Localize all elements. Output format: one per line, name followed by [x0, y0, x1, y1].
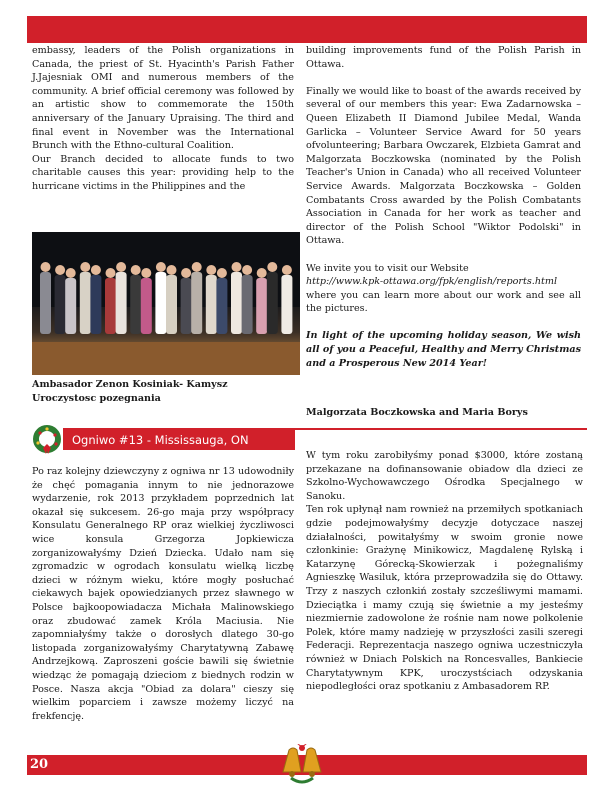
photo-caption-line-1: Ambasador Zenon Kosiniak- Kamysz: [32, 379, 228, 390]
photo-person-head: [80, 262, 90, 272]
photo-person: [242, 275, 253, 334]
right-paragraph-1: building improvements fund of the Polish Parish in Ottawa.: [306, 45, 581, 70]
photo-person-head: [141, 268, 151, 278]
group-photo-image: [32, 232, 300, 375]
photo-person: [130, 275, 141, 334]
photo-person-head: [167, 265, 177, 275]
photo-person: [191, 272, 202, 334]
website-intro: We invite you to visit our Website: [306, 262, 469, 274]
photo-person: [40, 272, 51, 334]
left-paragraph-1: embassy, leaders of the Polish organizations in Canada, the priest of St. Hyacinth's Parish Father J.Jajesniak OMI and numerous members of the community. A brief official ceremony was followed by an artistic show to commemorate the 150th anniversary of the January Upraising. The third and final event in November was the International Brunch with the Ethno-cultural Coalition.: [32, 45, 294, 152]
photo-person-head: [116, 262, 126, 272]
photo-person: [55, 275, 66, 334]
website-link[interactable]: http://www.kpk-ottawa.org/fpk/english/reports.html: [306, 276, 558, 288]
photo-person-head: [156, 262, 166, 272]
photo-person: [65, 278, 76, 334]
photo-person: [256, 278, 267, 334]
photo-person-head: [267, 262, 277, 272]
website-outro: where you can learn more about our work and see all the pictures.: [306, 289, 581, 315]
photo-person: [281, 275, 292, 334]
photo-person: [155, 272, 166, 334]
photo-person: [166, 275, 177, 334]
top-left-column: [32, 44, 294, 194]
photo-person-head: [282, 265, 292, 275]
photo-person-head: [106, 268, 116, 278]
section-right-paragraph-2: Ten rok upłynął nam rownież na przemiłych spotkaniach gdzie podejmowałyśmy decyzje dotyczace naszej działalności, powitałyśmy w swoim gronie nowe członkinie: Grażynę Minikowicz, Magdalenę Rylską i Katarzynę Górecką-Skowierzak i pożegnaliśmy Agnieszkę Wasiluk, która przeprowadziła się do Ottawy. Trzy z naszych członkiń zostały szcześliwymi mamami. Dzieciątka i mamy czują się świetnie a my jesteśmy niezmiernie zadowolone że rośnie nam nowe polkolenie Polek, które mamy nadzieję w przyszłości zasili szeregi Federacji. Reprezentacja naszego ogniwa uczestniczyła również w Dniach Polskich na Roncesvalles, Bankiecie Charytatywnym KPK, uroczystściach odzyskania niepodległości oraz spotkaniu z Ambasadorem RP.: [306, 504, 583, 693]
photo-person: [80, 272, 91, 334]
photo-person-head: [55, 265, 65, 275]
photo-person: [116, 272, 127, 334]
photo-person-head: [91, 265, 101, 275]
awards-paragraph: Finally we would like to boast of the awards received by several of our members this year: Ewa Zadarnowska – Queen Elizabeth II Diamond Jubilee Medal, Wanda Garlicka – Volunteer Service Award for 50 years ofvolunteering; Barbara Owczarek, Elzbieta Gamrat and Malgorzata Boczkowska (nominated by the Polish Teacher's Union in Canada) who all received Volunteer Service Awards. Malgorzata Boczkowska – Golden Combatants Cross awarded by the Polish Combatants Association in Canada for her work as teacher and director of the Polish School "Wiktor Podolski" in Ottawa.: [306, 85, 581, 247]
photo-person-head: [66, 268, 76, 278]
photo-person: [105, 278, 116, 334]
section-left-column: [32, 465, 294, 723]
section-right-paragraph-1: W tym roku zarobiłyśmy ponad $3000, które zostaną przekazane na dofinansowanie obiadow dla dzieci ze Szkolno-Wychowawczego Ośrodka Specjalnego w Sanoku.: [306, 450, 583, 502]
top-right-column: [306, 44, 581, 370]
website-paragraph: [306, 262, 581, 316]
photo-person: [141, 278, 152, 334]
photo-person-head: [206, 265, 216, 275]
left-paragraph-2: Our Branch decided to allocate funds to two charitable causes this year: providing help to the hurricane victims in the Philippines and the: [32, 153, 294, 192]
section-title: Ogniwo #13 - Mississauga, ON: [63, 430, 295, 450]
top-red-band: [27, 16, 587, 43]
holiday-wish: In light of the upcoming holiday season, We wish all of you a Peaceful, Healthy and Merry Christmas and a Prosperous New 2014 Year!: [306, 330, 581, 369]
page-number: 20: [30, 757, 49, 772]
section-left-paragraph: Po raz kolejny dziewczyny z ogniwa nr 13 udowodniły że chęć pomagania innym to nie jednorazowe wydarzenie, rok 2013 przykładem poprzednich lat okazał się sukcesem. 26-go maja przy współpracy Konsulatu Generalnego RP oraz wielkiej życzliwosci wice konsula Grzegorza Jopkiewicza zorganizowałyśmy Dzień Dziecka. Udało nam się zgromadzic w ogrodach konsulatu wielką liczbę dzieci w różnym wieku, które mogły posłuchać ciekawych bajek opowiedzianych przez sławnego w Polsce bajkoopowiadacza Michała Malinowskiego oraz zbudować zamek Króla Maciusia. Nie zapomniałyśmy także o dorosłych dlatego 30-go listopada zorganizowałyśmy Charytatywną Zabawę Andrzejkową. Zaproszeni goście bawili się świetnie wiedząc że pomagają dzieciom z biednych rodzin w Posce. Nasza akcja "Obiad za dolara" cieszy się wielkim poparciem i zawsze możemy liczyć na frekfencję.: [32, 466, 294, 722]
photo-person-head: [192, 262, 202, 272]
section-right-column: [306, 449, 583, 694]
photo-person-head: [217, 268, 227, 278]
photo-person-head: [257, 268, 267, 278]
christmas-bells-icon: [279, 744, 325, 786]
christmas-wreath-icon: [31, 424, 63, 456]
photo-person: [267, 272, 278, 334]
article-signature: Malgorzata Boczkowska and Maria Borys: [306, 407, 528, 418]
photo-person-head: [181, 268, 191, 278]
photo-person-head: [41, 262, 51, 272]
photo-caption-line-2: Uroczystosc pozegnania: [32, 392, 161, 404]
photo-person-head: [232, 262, 242, 272]
photo-person-head: [242, 265, 252, 275]
photo-person: [206, 275, 217, 334]
photo-person: [90, 275, 101, 334]
photo-caption: [32, 378, 302, 405]
photo-person: [181, 278, 192, 334]
group-photo: [32, 232, 300, 375]
photo-person-head: [131, 265, 141, 275]
photo-person: [231, 272, 242, 334]
photo-person: [216, 278, 227, 334]
